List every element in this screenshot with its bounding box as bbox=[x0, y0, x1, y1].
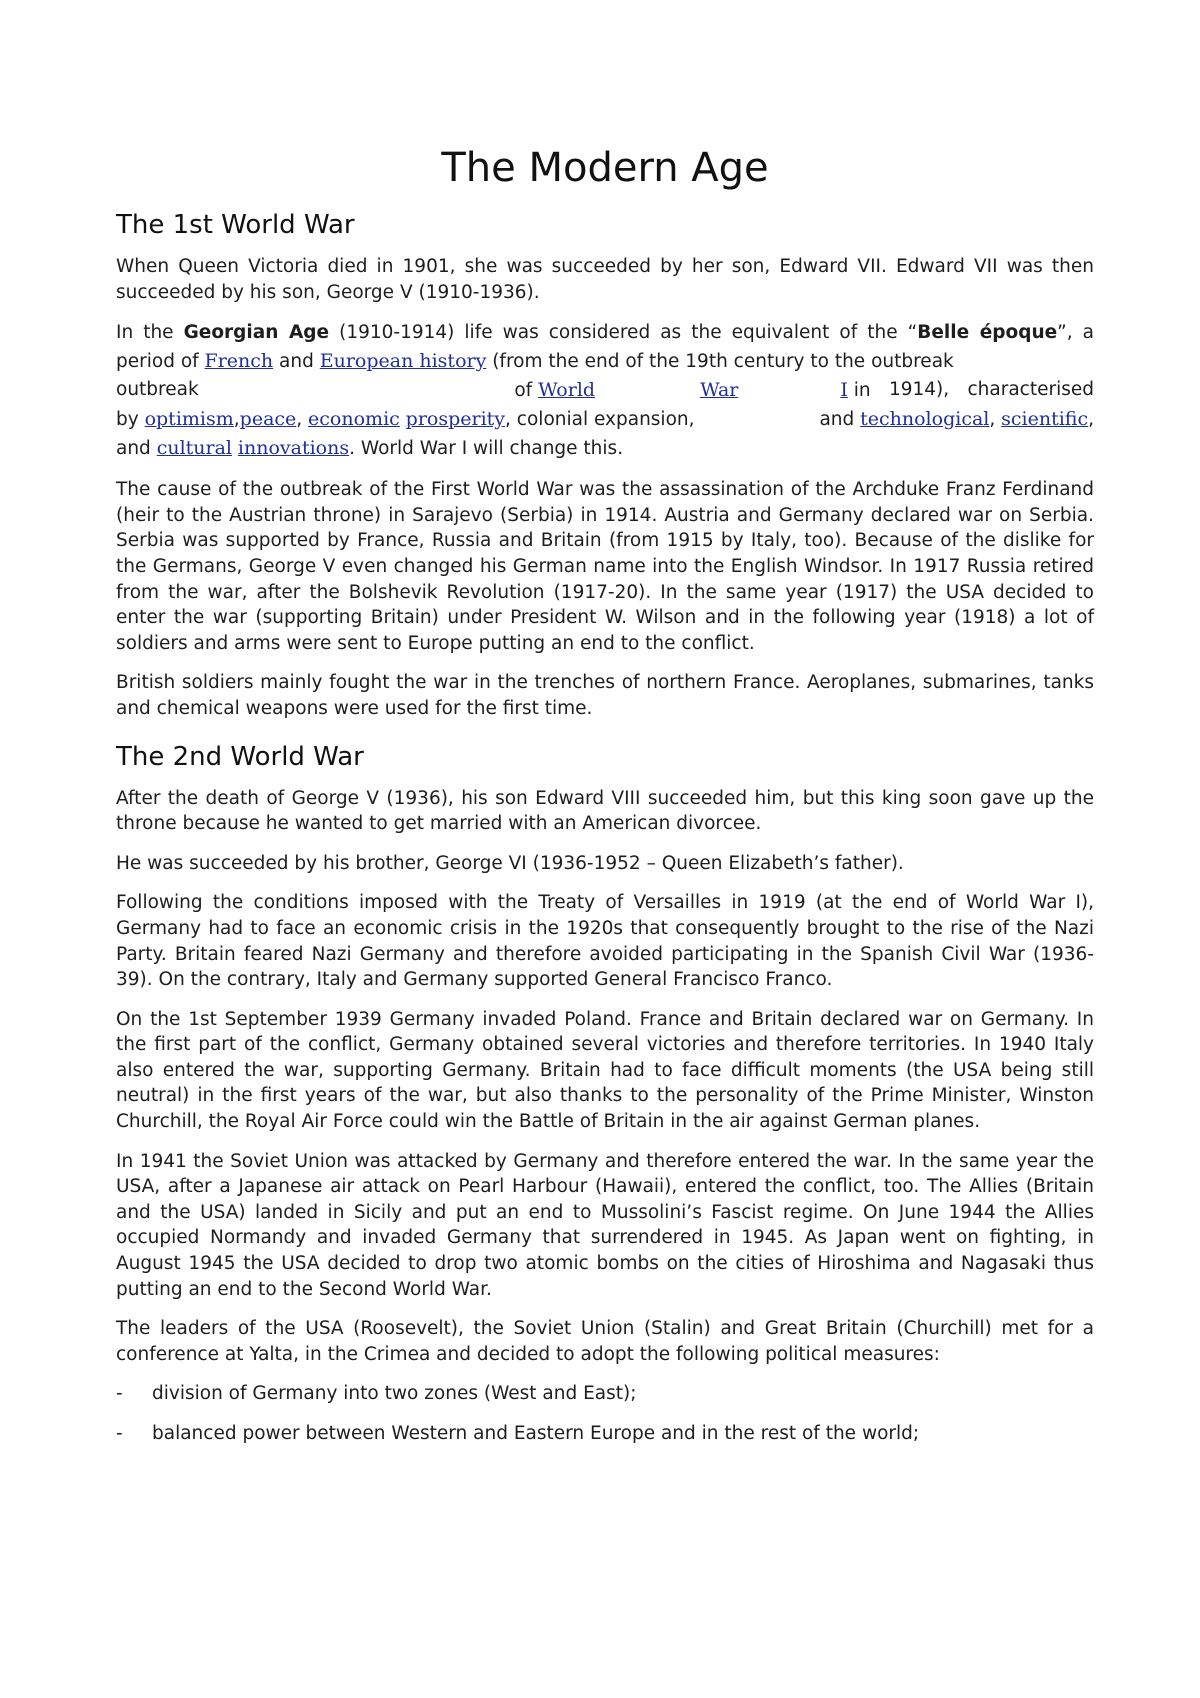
paragraph: On the 1st September 1939 Germany invaded Poland. France and Britain declared war on Germany. In the first part of the conflict, Germany obtained several victories and therefore territories. In 1940 Italy also entered the war, supporting Germany. Britain had to face difficult moments (the USA being still neutral) in the first years of the war, but also thanks to the personality of the Prime Minister, Winston Churchill, the Royal Air Force could win the Battle of Britain in the air against German planes. bbox=[116, 1008, 1094, 1133]
paragraph: After the death of George V (1936), his son Edward VIII succeeded him, but this king soon gave up the throne because he wanted to get married with an American divorcee. bbox=[116, 787, 1094, 835]
list-item bbox=[116, 1421, 1094, 1447]
text-run: , bbox=[233, 409, 240, 431]
text-run: , bbox=[296, 409, 309, 431]
list-item-text: balanced power between Western and Eastern Europe and in the rest of the world; bbox=[152, 1423, 920, 1444]
text-run bbox=[514, 376, 870, 405]
link-peace[interactable]: peace bbox=[239, 408, 297, 431]
document-body bbox=[116, 140, 1094, 1447]
paragraph: In 1941 the Soviet Union was attacked by Germany and therefore entered the war. In the same year the USA, after a Japanese air attack on Pearl Harbour (Hawaii), entered the conflict, too. The Allies (Britain and the USA) landed in Sicily and put an end to Mussolini’s Fascist regime. On June 1944 the Allies occupied Normandy and invaded Germany that surrendered in 1945. As Japan went on fighting, in August 1945 the USA decided to drop two atomic bombs on the cities of Hiroshima and Nagasaki thus putting an end to the Second World War. bbox=[116, 1150, 1094, 1300]
section-heading-ww2: The 2nd World War bbox=[116, 741, 364, 772]
measures-list bbox=[116, 1381, 1094, 1446]
link-economic[interactable]: economic bbox=[308, 408, 400, 431]
text-run: In the bbox=[116, 322, 184, 344]
link-french[interactable]: French bbox=[204, 350, 274, 373]
text-run: 1914), bbox=[888, 379, 950, 401]
text-run: in bbox=[847, 380, 871, 402]
dash-bullet: - bbox=[116, 1423, 123, 1444]
link-technological[interactable]: technological bbox=[860, 408, 990, 431]
list-item bbox=[116, 1381, 1094, 1407]
paragraph-georgian-age bbox=[116, 319, 1094, 463]
paragraph-line bbox=[116, 434, 1094, 463]
dash-bullet: - bbox=[116, 1383, 123, 1405]
link-european-history[interactable]: European history bbox=[319, 350, 487, 373]
text-run bbox=[819, 405, 1094, 434]
link-cultural[interactable]: cultural bbox=[156, 437, 233, 460]
paragraph-line bbox=[116, 405, 1094, 434]
link-world[interactable]: World bbox=[538, 379, 596, 402]
paragraph: The leaders of the USA (Roosevelt), the Soviet Union (Stalin) and Great Britain (Churchill) met for a conference at Yalta, in the Crimea and decided to adopt the following political measures: bbox=[116, 1318, 1094, 1365]
paragraph-line bbox=[116, 319, 1094, 376]
bold-term: Georgian Age bbox=[183, 322, 330, 344]
section-heading-ww1: The 1st World War bbox=[116, 210, 355, 240]
text-run: , bbox=[1088, 409, 1094, 431]
page-title: The Modern Age bbox=[441, 145, 769, 191]
link-scientific[interactable]: scientific bbox=[1001, 408, 1089, 431]
link-i[interactable]: I bbox=[840, 379, 848, 402]
paragraph: He was succeeded by his brother, George VI (1936-1952 – Queen Elizabeth’s father). bbox=[116, 852, 904, 874]
text-run: ”, a period of bbox=[116, 322, 1094, 373]
text-run: by bbox=[116, 409, 145, 431]
paragraph-line bbox=[116, 376, 1094, 405]
paragraph: When Queen Victoria died in 1901, she was succeeded by her son, Edward VII. Edward VII was then succeeded by his son, George V (1910-1936). bbox=[116, 256, 1094, 303]
text-run: characterised bbox=[967, 379, 1094, 401]
text-run: . World War I will change this. bbox=[349, 438, 624, 460]
text-run: , colonial expansion, bbox=[505, 409, 695, 431]
list-item-text: division of Germany into two zones (West and East); bbox=[152, 1383, 637, 1405]
link-innovations[interactable]: innovations bbox=[237, 437, 350, 460]
paragraph: The cause of the outbreak of the First World War was the assassination of the Archduke Franz Ferdinand (heir to the Austrian throne) in Sarajevo (Serbia) in 1914. Austria and Germany declared war on Serbia. Serbia was supported by France, Russia and Britain (from 1915 by Italy, too). Because of the dislike for the Germans, George V even changed his German name into the English Windsor. In 1917 Russia retired from the war, after the Bolshevik Revolution (1917-20). In the same year (1917) the USA decided to enter the war (supporting Britain) under President W. Wilson and in the following year (1918) a lot of soldiers and arms were sent to Europe putting an end to the conflict. bbox=[116, 479, 1094, 654]
link-prosperity[interactable]: prosperity bbox=[405, 408, 506, 431]
link-optimism[interactable]: optimism bbox=[144, 408, 234, 431]
text-run: and bbox=[116, 438, 157, 460]
paragraph: British soldiers mainly fought the war in the trenches of northern France. Aeroplanes, submarines, tanks and chemical weapons were used for the first time. bbox=[116, 672, 1094, 719]
bold-term: Belle époque bbox=[917, 322, 1058, 344]
text-run: (1910-1914) life was considered as the equivalent of the “ bbox=[329, 322, 918, 344]
text-run: , bbox=[989, 409, 1002, 431]
text-run: and bbox=[819, 409, 861, 431]
text-run: of bbox=[514, 380, 539, 402]
link-war[interactable]: War bbox=[700, 379, 739, 402]
text-run: and bbox=[273, 351, 320, 373]
paragraph: Following the conditions imposed with the Treaty of Versailles in 1919 (at the end of World War I), Germany had to face an economic crisis in the 1920s that consequently brought to the rise of the Nazi Party. Britain feared Nazi Germany and therefore avoided participating in the Spanish Civil War (1936-39). On the contrary, Italy and Germany supported General Francisco Franco. bbox=[116, 892, 1094, 991]
text-run: outbreak bbox=[116, 379, 199, 401]
text-run bbox=[116, 405, 695, 434]
text-run: (from the end of the 19th century to the outbreak bbox=[486, 351, 954, 373]
